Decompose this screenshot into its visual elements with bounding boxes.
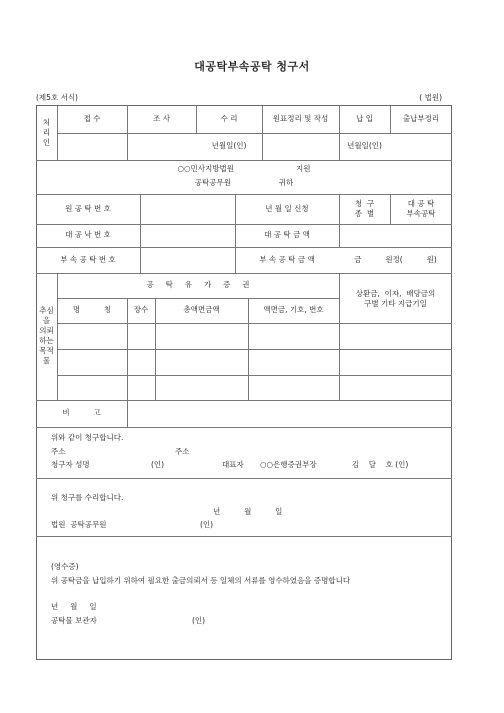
- address-line-1: ○○민사지방법원 지원: [177, 164, 311, 174]
- header-ledger: 원표정리 및 작성: [272, 113, 329, 123]
- attached-deposit-amount-label: 부 속 공 탁 금 액: [259, 254, 315, 264]
- original-deposit-no-label: 원 공 탁 번 호: [65, 203, 111, 213]
- header-cashbook: 출납부정리: [402, 113, 440, 123]
- amount-value: 금 원정( 원): [354, 254, 437, 264]
- date-seal-1: 년월일(인): [211, 141, 247, 151]
- claim-type-label: 청 구 종 별: [354, 198, 375, 218]
- substitute-deposit-no-label: 대 공 낙 번 호: [65, 230, 111, 240]
- claim-type-value: 대 공 탁 부속공탁: [406, 198, 436, 218]
- request-date-label: 년 월 일 신청: [265, 203, 309, 213]
- representative-label: 대표자: [222, 460, 244, 469]
- date-seal-2: 년월일(인): [347, 141, 382, 151]
- substitute-deposit-amount-label: 대 공 탁 금 액: [264, 230, 310, 240]
- receipt-statement: 위 공탁금을 납입하기 위하여 필요한 출금의뢰서 등 일체의 서류를 영수하였음을 증명합니다: [51, 576, 351, 585]
- col-face-symbol-number: 액면금, 기호, 번호: [263, 305, 324, 315]
- officer-seal: (인): [200, 520, 214, 529]
- form-number: (제5호 서식): [36, 93, 78, 102]
- header-acceptance: 수 리: [220, 113, 238, 123]
- attached-deposit-no-label: 부 속 공 탁 번 호: [60, 254, 116, 264]
- header-receipt: 접 수: [83, 113, 101, 123]
- securities-header: 공 탁 유 가 증 권: [146, 280, 250, 290]
- claimant-seal: (인): [151, 460, 165, 469]
- remarks-label: 비 고: [62, 408, 101, 418]
- representative-name: 김 달 호 (인): [352, 460, 409, 469]
- custodian-label: 공탁물 보관자: [51, 616, 97, 625]
- court-officer-label: 법원 공탁공무원: [51, 520, 107, 529]
- claimant-name-label: 청구자 성명: [51, 460, 90, 469]
- address-label-right: 주소: [175, 447, 190, 456]
- address-label-left: 주소: [51, 447, 66, 456]
- col-total-face: 총액면금액: [183, 305, 220, 315]
- form-title: 대공탁부속공탁 청구서: [194, 60, 310, 73]
- header-payment: 납 입: [356, 113, 373, 123]
- address-line-2: 공탁공무원 귀하: [194, 178, 294, 188]
- representative-title: ○○은행증권부장: [260, 460, 317, 469]
- securities-side-label: 추심 을 의뢰 하는 목적 물: [39, 305, 54, 366]
- receipt-heading: (영수증): [51, 562, 79, 571]
- acceptance-date: 년 월 일: [213, 507, 283, 516]
- col-count: 장수: [133, 305, 149, 315]
- processing-label: 처 리 인: [42, 117, 51, 148]
- custodian-seal: (인): [192, 616, 206, 625]
- request-statement: 위와 같이 청구합니다.: [51, 433, 124, 442]
- redemption-header: 상환금, 이자, 배당금의 구별 기타 지급기일: [355, 288, 436, 308]
- header-investigation: 조 사: [153, 113, 170, 123]
- col-name: 명 칭: [72, 305, 112, 315]
- court-name: ( 법원): [419, 93, 442, 102]
- acceptance-statement: 위 청구를 수리합니다.: [51, 493, 124, 502]
- receipt-date: 년 월 일: [51, 602, 97, 611]
